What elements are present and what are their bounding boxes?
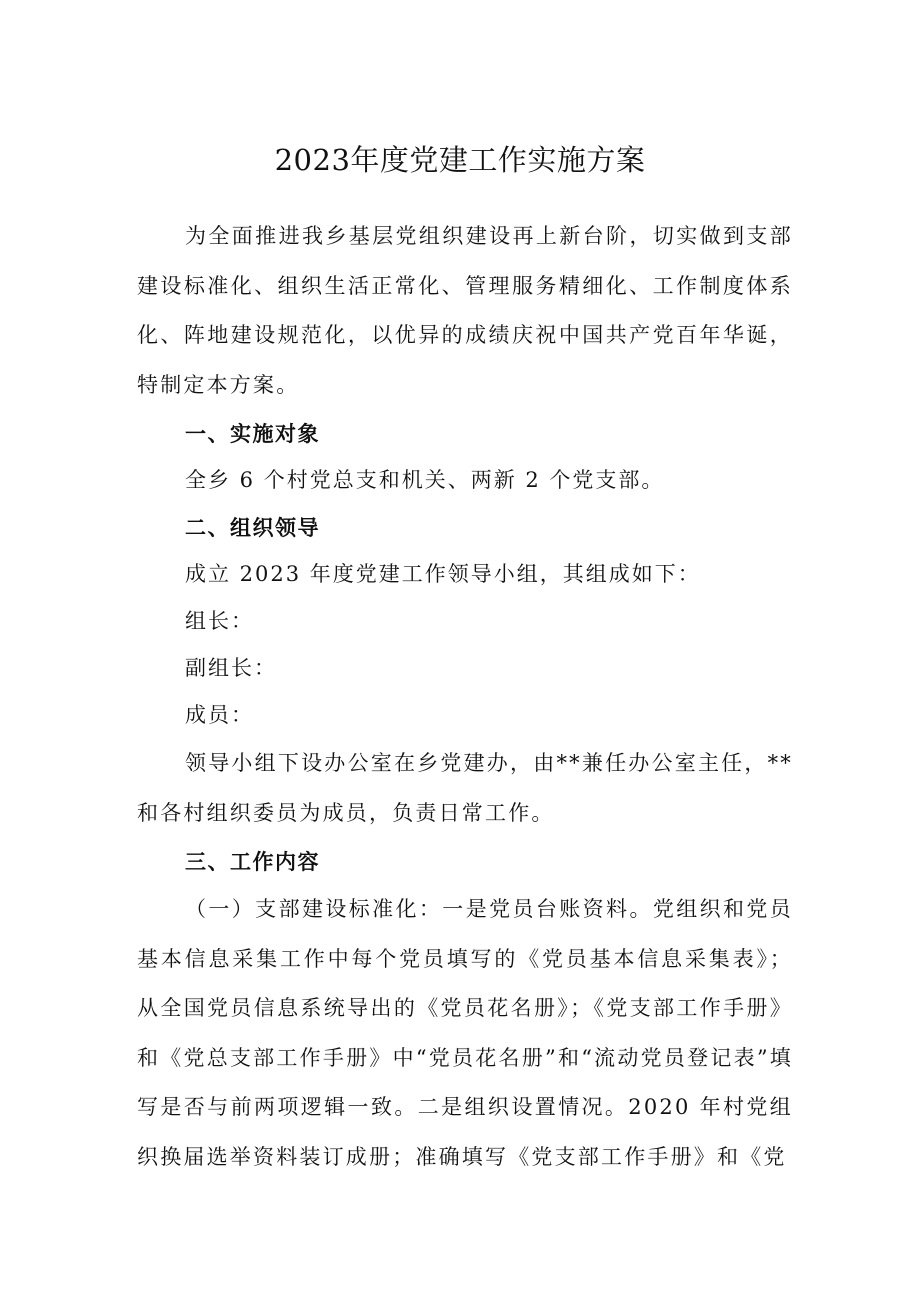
section-heading-organization-leadership: 二、组织领导 [185, 515, 320, 540]
section-heading-work-content: 三、工作内容 [185, 849, 320, 874]
work-content-item-1: （一）支部建设标准化：一是党员台账资料。党组织和党员基本信息采集工作中每个党员填写的《党员基本信息采集表》；从全国党员信息系统导出的《党员花名册》；《党支部工作手册》和《党总支部工作手册》中“党员花名册”和“流动党员登记表”填写是否与前两项逻辑一致。二是组织设置情况。2020 年村党组织换届选举资料装订成册；准确填写《党支部工作手册》和《党 [137, 897, 793, 1169]
intro-paragraph: 为全面推进我乡基层党组织建设再上新台阶，切实做到支部建设标准化、组织生活正常化、管理服务精细化、工作制度体系化、阵地建设规范化，以优异的成绩庆祝中国共产党百年华诞，特制定本方案。 [137, 224, 793, 397]
member-label: 成员： [185, 703, 254, 727]
implementation-target-text: 全乡 6 个村党总支和机关、两新 2 个党支部。 [185, 468, 665, 492]
leadership-group-text: 成立 2023 年度党建工作领导小组，其组成如下： [185, 562, 701, 586]
leader-label: 组长： [185, 609, 254, 633]
document-body [137, 212, 793, 1182]
document-title: 2023年度党建工作实施方案 [274, 143, 646, 177]
section-heading-implementation-target: 一、实施对象 [185, 421, 320, 446]
office-paragraph: 领导小组下设办公室在乡党建办，由**兼任办公室主任，**和各村组织委员为成员，负责日常工作。 [137, 751, 793, 825]
deputy-leader-label: 副组长： [185, 656, 277, 680]
